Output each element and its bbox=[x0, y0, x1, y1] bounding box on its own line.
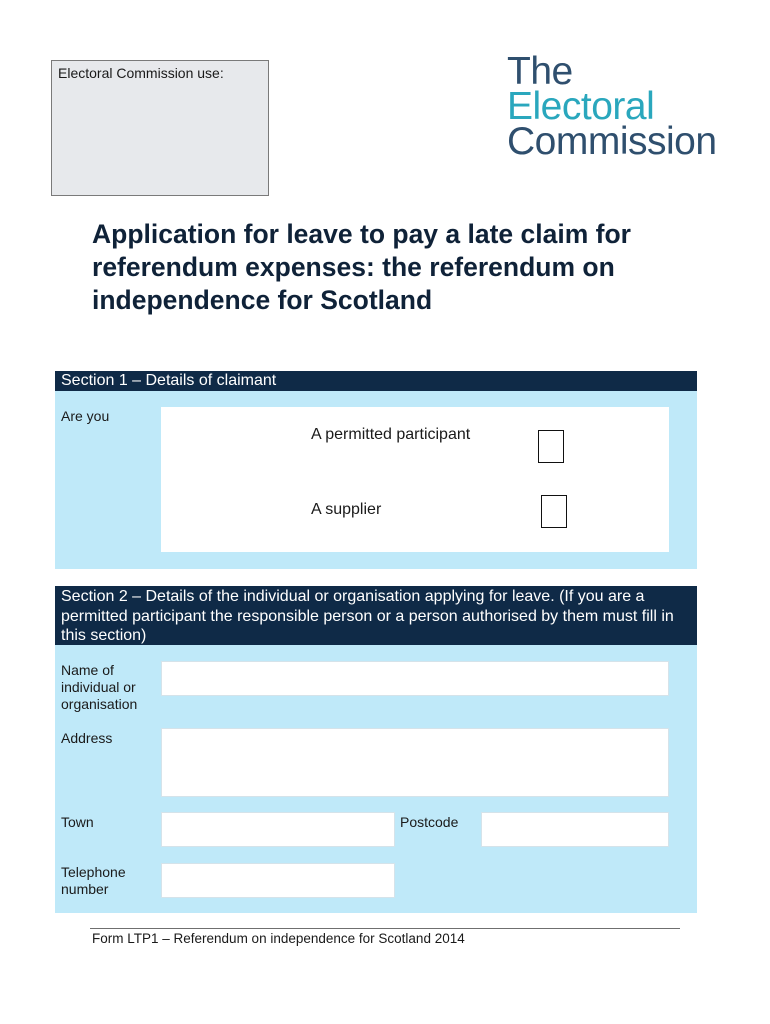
section1-heading: Section 1 – Details of claimant bbox=[55, 371, 697, 391]
address-label: Address bbox=[61, 730, 113, 746]
address-field[interactable] bbox=[161, 728, 669, 797]
are-you-label: Are you bbox=[61, 408, 110, 424]
postcode-label: Postcode bbox=[400, 814, 459, 830]
telephone-field[interactable] bbox=[161, 863, 395, 898]
commission-use-box bbox=[51, 60, 269, 196]
town-label: Town bbox=[61, 814, 94, 830]
option-permitted-participant-label: A permitted participant bbox=[311, 426, 471, 443]
permitted-participant-checkbox[interactable] bbox=[538, 430, 564, 463]
supplier-checkbox[interactable] bbox=[541, 495, 567, 528]
postcode-field[interactable] bbox=[481, 812, 669, 847]
section2-heading: Section 2 – Details of the individual or organisation applying for leave. (If you are a permitted participant the responsible person or a person authorised by them must fill in this section) bbox=[55, 586, 697, 645]
town-field[interactable] bbox=[161, 812, 395, 847]
telephone-label: Telephone number bbox=[61, 864, 126, 897]
name-label: Name of individual or organisation bbox=[61, 662, 138, 712]
footer-divider bbox=[90, 928, 680, 929]
form-footer: Form LTP1 – Referendum on independence for Scotland 2014 bbox=[92, 931, 465, 946]
logo-line-electoral: Electoral bbox=[507, 85, 655, 128]
logo-line-the: The bbox=[507, 50, 573, 93]
electoral-commission-logo bbox=[507, 50, 717, 163]
name-field[interactable] bbox=[161, 661, 669, 696]
commission-use-label: Electoral Commission use: bbox=[58, 65, 224, 81]
logo-line-commission: Commission bbox=[507, 120, 717, 163]
option-supplier-label: A supplier bbox=[311, 501, 382, 518]
form-title: Application for leave to pay a late claim for referendum expenses: the referendum on independence for Scotland bbox=[92, 219, 631, 315]
